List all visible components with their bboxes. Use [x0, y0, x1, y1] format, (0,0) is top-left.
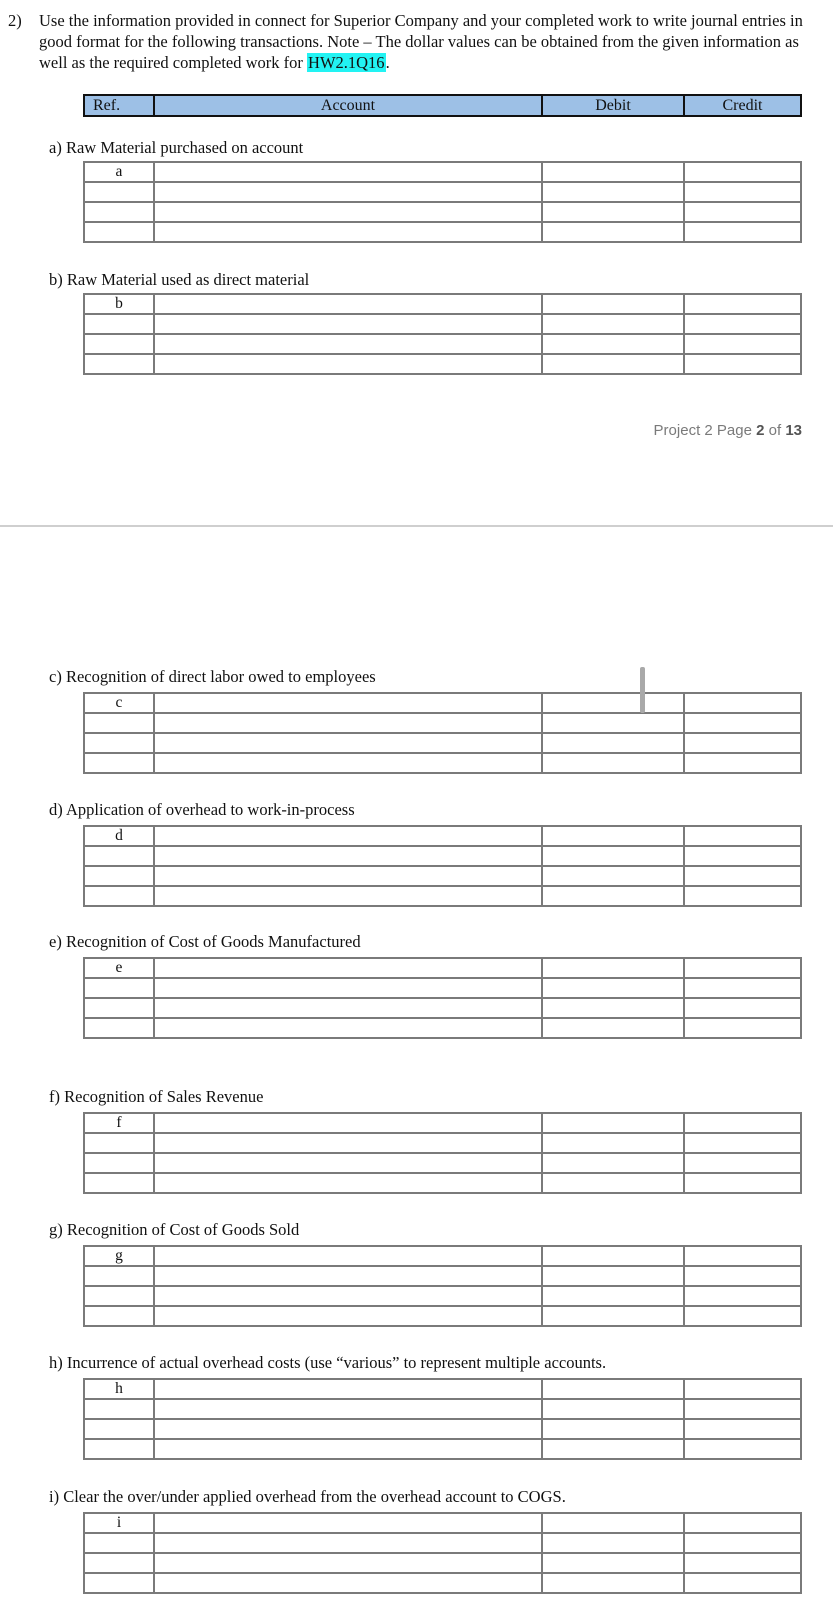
entry-label-e: e) Recognition of Cost of Goods Manufactured	[49, 932, 361, 951]
debit-cell[interactable]	[542, 1133, 684, 1153]
ref-cell	[84, 733, 154, 753]
table-row	[84, 1513, 801, 1533]
account-cell[interactable]	[154, 866, 542, 886]
credit-cell[interactable]	[684, 162, 801, 182]
ref-cell: c	[84, 693, 154, 713]
account-cell[interactable]	[154, 202, 542, 222]
account-cell[interactable]	[154, 314, 542, 334]
credit-cell[interactable]	[684, 314, 801, 334]
credit-cell[interactable]	[684, 1553, 801, 1573]
header-debit: Debit	[542, 95, 684, 116]
debit-cell[interactable]	[542, 182, 684, 202]
account-cell[interactable]	[154, 958, 542, 978]
journal-table-d	[83, 825, 802, 907]
account-cell[interactable]	[154, 733, 542, 753]
credit-cell[interactable]	[684, 1153, 801, 1173]
table-row	[84, 1173, 801, 1193]
ref-cell	[84, 998, 154, 1018]
debit-cell[interactable]	[542, 334, 684, 354]
ref-cell	[84, 1553, 154, 1573]
credit-cell[interactable]	[684, 1379, 801, 1399]
table-row	[84, 202, 801, 222]
account-cell[interactable]	[154, 1286, 542, 1306]
ref-cell	[84, 354, 154, 374]
debit-cell[interactable]	[542, 733, 684, 753]
account-cell[interactable]	[154, 354, 542, 374]
table-row	[84, 314, 801, 334]
footer-prefix: Project 2 Page	[653, 422, 757, 439]
account-cell[interactable]	[154, 1439, 542, 1459]
credit-cell[interactable]	[684, 998, 801, 1018]
credit-cell[interactable]	[684, 222, 801, 242]
debit-cell[interactable]	[542, 958, 684, 978]
table-row	[84, 693, 801, 713]
table-row	[84, 978, 801, 998]
ref-cell	[84, 846, 154, 866]
credit-cell[interactable]	[684, 202, 801, 222]
table-row	[84, 182, 801, 202]
credit-cell[interactable]	[684, 1533, 801, 1553]
ref-cell	[84, 1133, 154, 1153]
debit-cell[interactable]	[542, 846, 684, 866]
table-row	[84, 354, 801, 374]
debit-cell[interactable]	[542, 1153, 684, 1173]
journal-table-f	[83, 1112, 802, 1194]
journal-header-table	[83, 94, 802, 117]
ref-cell	[84, 202, 154, 222]
table-row	[84, 294, 801, 314]
entry-label-g: g) Recognition of Cost of Goods Sold	[49, 1220, 300, 1239]
ref-cell	[84, 1419, 154, 1439]
debit-cell[interactable]	[542, 354, 684, 374]
table-row	[84, 826, 801, 846]
account-cell[interactable]	[154, 753, 542, 773]
debit-cell[interactable]	[542, 1513, 684, 1533]
table-row	[84, 1439, 801, 1459]
credit-cell[interactable]	[684, 826, 801, 846]
debit-cell[interactable]	[542, 1246, 684, 1266]
ref-cell: a	[84, 162, 154, 182]
footer-total-pages: 13	[785, 422, 802, 439]
ref-cell	[84, 1173, 154, 1193]
table-row	[84, 733, 801, 753]
credit-cell[interactable]	[684, 753, 801, 773]
credit-cell[interactable]	[684, 182, 801, 202]
table-row	[84, 1133, 801, 1153]
account-cell[interactable]	[154, 222, 542, 242]
ref-cell: f	[84, 1113, 154, 1133]
table-row	[84, 334, 801, 354]
debit-cell[interactable]	[542, 1113, 684, 1133]
table-row	[84, 1419, 801, 1439]
account-cell[interactable]	[154, 294, 542, 314]
entry-label-d: d) Application of overhead to work-in-process	[49, 800, 355, 819]
ref-cell	[84, 1533, 154, 1553]
question-text	[39, 10, 809, 73]
account-cell[interactable]	[154, 182, 542, 202]
account-cell[interactable]	[154, 1113, 542, 1133]
debit-cell[interactable]	[542, 978, 684, 998]
table-row	[84, 753, 801, 773]
credit-cell[interactable]	[684, 354, 801, 374]
table-row	[84, 866, 801, 886]
account-cell[interactable]	[154, 1513, 542, 1533]
page-break-divider	[0, 525, 833, 527]
credit-cell[interactable]	[684, 1573, 801, 1593]
entry-label-c: c) Recognition of direct labor owed to employees	[49, 667, 376, 686]
debit-cell[interactable]	[542, 1379, 684, 1399]
account-cell[interactable]	[154, 1266, 542, 1286]
ref-cell: b	[84, 294, 154, 314]
journal-table-i	[83, 1512, 802, 1594]
credit-cell[interactable]	[684, 1133, 801, 1153]
ref-cell	[84, 1266, 154, 1286]
table-row	[84, 1573, 801, 1593]
account-cell[interactable]	[154, 1399, 542, 1419]
ref-cell	[84, 866, 154, 886]
journal-table-h	[83, 1378, 802, 1460]
footer-of: of	[764, 422, 786, 439]
credit-cell[interactable]	[684, 1266, 801, 1286]
entry-label-i: i) Clear the over/under applied overhead from the overhead account to COGS.	[49, 1487, 566, 1506]
ref-cell	[84, 1439, 154, 1459]
question-number: 2)	[8, 11, 22, 30]
header-account: Account	[154, 95, 542, 116]
account-cell[interactable]	[154, 1533, 542, 1553]
account-cell[interactable]	[154, 334, 542, 354]
table-row	[84, 1553, 801, 1573]
debit-cell[interactable]	[542, 1553, 684, 1573]
debit-cell[interactable]	[542, 202, 684, 222]
table-row	[84, 1018, 801, 1038]
account-cell[interactable]	[154, 713, 542, 733]
debit-cell[interactable]	[542, 314, 684, 334]
credit-cell[interactable]	[684, 846, 801, 866]
journal-table-a	[83, 161, 802, 243]
journal-table-g	[83, 1245, 802, 1327]
debit-cell[interactable]	[542, 826, 684, 846]
table-row	[84, 958, 801, 978]
ref-cell	[84, 886, 154, 906]
table-row	[84, 1286, 801, 1306]
credit-cell[interactable]	[684, 1399, 801, 1419]
debit-cell[interactable]	[542, 1018, 684, 1038]
table-row	[84, 162, 801, 182]
credit-cell[interactable]	[684, 1513, 801, 1533]
account-cell[interactable]	[154, 978, 542, 998]
account-cell[interactable]	[154, 826, 542, 846]
ref-cell: d	[84, 826, 154, 846]
credit-cell[interactable]	[684, 294, 801, 314]
debit-cell[interactable]	[542, 866, 684, 886]
entry-label-h: h) Incurrence of actual overhead costs (use “various” to represent multiple accounts.	[49, 1353, 607, 1372]
ref-cell	[84, 1306, 154, 1326]
table-row	[84, 1246, 801, 1266]
credit-cell[interactable]	[684, 886, 801, 906]
debit-cell[interactable]	[542, 1419, 684, 1439]
ref-cell	[84, 1018, 154, 1038]
table-row	[84, 1113, 801, 1133]
table-row	[84, 1533, 801, 1553]
table-row	[84, 846, 801, 866]
credit-cell[interactable]	[684, 866, 801, 886]
table-row	[84, 1399, 801, 1419]
account-cell[interactable]	[154, 1018, 542, 1038]
ref-cell	[84, 1399, 154, 1419]
credit-cell[interactable]	[684, 1173, 801, 1193]
debit-cell[interactable]	[542, 1439, 684, 1459]
credit-cell[interactable]	[684, 1439, 801, 1459]
page-footer	[654, 422, 802, 439]
question-text-main: Use the information provided in connect for Superior Company and your completed work to write journal entries in good format for the following transactions. Note – The dollar values can be obtained from the given information as well as the required completed work for	[39, 11, 803, 72]
highlighted-reference: HW2.1Q16	[308, 53, 385, 72]
journal-table-e	[83, 957, 802, 1039]
ref-cell	[84, 1573, 154, 1593]
ref-cell: e	[84, 958, 154, 978]
table-row	[84, 713, 801, 733]
table-row	[84, 222, 801, 242]
debit-cell[interactable]	[542, 1573, 684, 1593]
ref-cell	[84, 182, 154, 202]
journal-table-c	[83, 692, 802, 774]
entry-label-a: a) Raw Material purchased on account	[49, 138, 304, 157]
header-credit: Credit	[684, 95, 801, 116]
ref-cell	[84, 1286, 154, 1306]
account-cell[interactable]	[154, 1419, 542, 1439]
credit-cell[interactable]	[684, 693, 801, 713]
debit-cell[interactable]	[542, 693, 684, 713]
credit-cell[interactable]	[684, 713, 801, 733]
ref-cell	[84, 753, 154, 773]
ref-cell	[84, 222, 154, 242]
account-cell[interactable]	[154, 998, 542, 1018]
table-row	[84, 886, 801, 906]
ref-cell	[84, 314, 154, 334]
account-cell[interactable]	[154, 846, 542, 866]
account-cell[interactable]	[154, 1573, 542, 1593]
credit-cell[interactable]	[684, 334, 801, 354]
debit-cell[interactable]	[542, 162, 684, 182]
table-row	[84, 1379, 801, 1399]
account-cell[interactable]	[154, 886, 542, 906]
journal-table-b	[83, 293, 802, 375]
ref-cell: h	[84, 1379, 154, 1399]
debit-cell[interactable]	[542, 222, 684, 242]
ref-cell	[84, 713, 154, 733]
credit-cell[interactable]	[684, 1306, 801, 1326]
table-row	[84, 1153, 801, 1173]
account-cell[interactable]	[154, 1246, 542, 1266]
debit-cell[interactable]	[542, 753, 684, 773]
header-ref: Ref.	[84, 95, 154, 116]
credit-cell[interactable]	[684, 1018, 801, 1038]
ref-cell: i	[84, 1513, 154, 1533]
table-row	[84, 1306, 801, 1326]
account-cell[interactable]	[154, 1153, 542, 1173]
debit-cell[interactable]	[542, 998, 684, 1018]
debit-cell[interactable]	[542, 1173, 684, 1193]
account-cell[interactable]	[154, 1553, 542, 1573]
debit-cell[interactable]	[542, 886, 684, 906]
table-row	[84, 1266, 801, 1286]
account-cell[interactable]	[154, 162, 542, 182]
account-cell[interactable]	[154, 1133, 542, 1153]
debit-cell[interactable]	[542, 1306, 684, 1326]
debit-cell[interactable]	[542, 1533, 684, 1553]
debit-cell[interactable]	[542, 294, 684, 314]
table-row	[84, 998, 801, 1018]
account-cell[interactable]	[154, 1379, 542, 1399]
credit-cell[interactable]	[684, 1286, 801, 1306]
ref-cell: g	[84, 1246, 154, 1266]
debit-cell[interactable]	[542, 1286, 684, 1306]
entry-label-f: f) Recognition of Sales Revenue	[49, 1087, 264, 1106]
credit-cell[interactable]	[684, 1419, 801, 1439]
debit-cell[interactable]	[542, 1399, 684, 1419]
footer-page-number: 2	[756, 422, 765, 439]
credit-cell[interactable]	[684, 733, 801, 753]
account-cell[interactable]	[154, 693, 542, 713]
question-text-end: .	[385, 53, 390, 72]
debit-cell[interactable]	[542, 713, 684, 733]
credit-cell[interactable]	[684, 1113, 801, 1133]
ref-cell	[84, 334, 154, 354]
debit-cell[interactable]	[542, 1266, 684, 1286]
account-cell[interactable]	[154, 1173, 542, 1193]
entry-label-b: b) Raw Material used as direct material	[49, 270, 310, 289]
text-cursor-icon	[640, 667, 645, 713]
ref-cell	[84, 1153, 154, 1173]
account-cell[interactable]	[154, 1306, 542, 1326]
credit-cell[interactable]	[684, 958, 801, 978]
credit-cell[interactable]	[684, 978, 801, 998]
credit-cell[interactable]	[684, 1246, 801, 1266]
ref-cell	[84, 978, 154, 998]
